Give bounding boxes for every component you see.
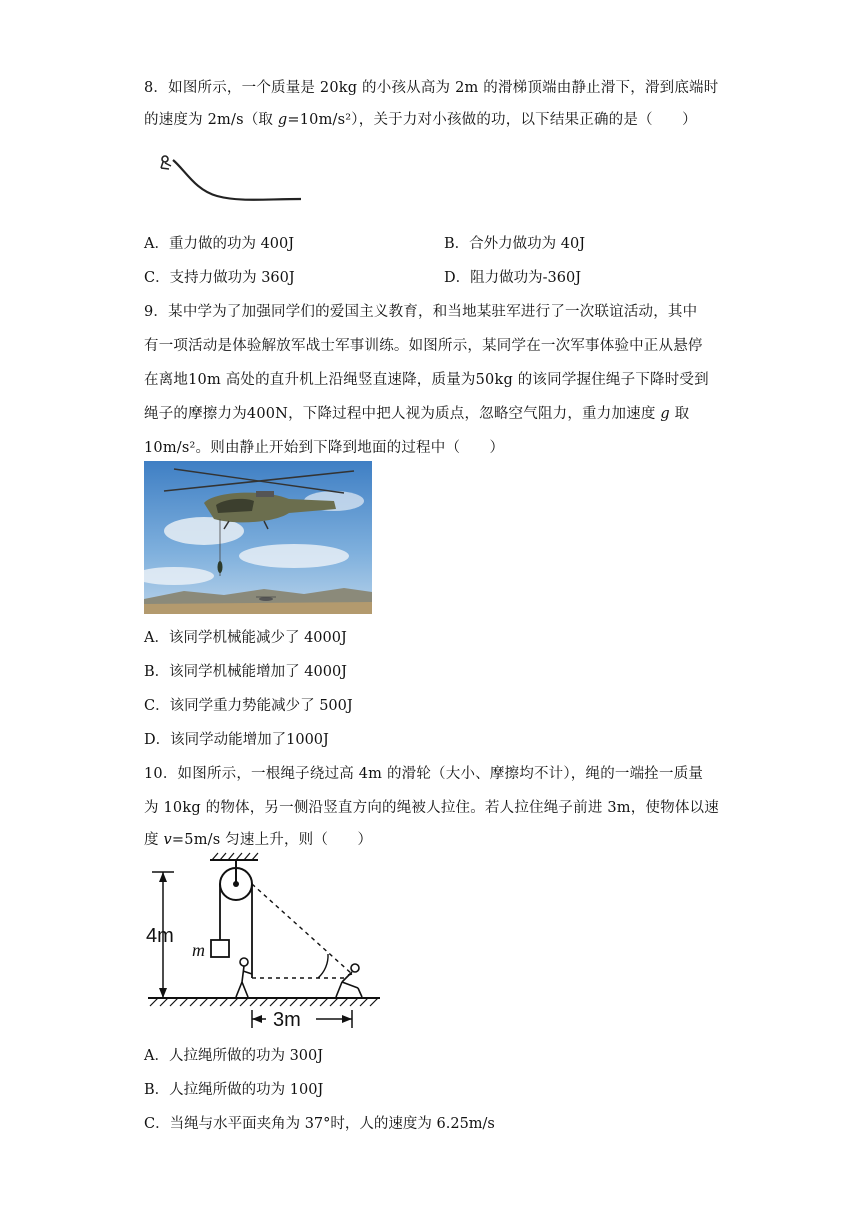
q8-option-d[interactable]: D．阻力做功为-360J <box>444 270 582 286</box>
q9-stem-line-3: 在离地10m 高处的直升机上沿绳竖直速降，质量为50kg 的该同学握住绳子下降时受到 <box>144 372 709 388</box>
q10-stem-line-2: 为 10kg 的物体，另一侧沿竖直方向的绳被人拉住。若人拉住绳子前进 3m，使物体以速 <box>144 800 719 816</box>
q8-slide-figure <box>155 150 305 206</box>
q10-stem-line-3 <box>144 828 372 849</box>
q8-option-a[interactable]: A．重力做的功为 400J <box>144 236 295 252</box>
q9-stem-part: 绳子的摩擦力为400N，下降过程中把人视为质点，忽略空气阻力，重力加速度 <box>144 406 661 422</box>
mass-label: m <box>192 940 205 960</box>
q8-stem-part: 的速度为 2m/s（取 <box>144 112 278 128</box>
q10-v-symbol: v <box>163 832 172 848</box>
q9-stem-line-2: 有一项活动是体验解放军战士军事训练。如图所示，某同学在一次军事体验中正从悬停 <box>144 338 703 354</box>
q10-option-a[interactable]: A．人拉绳所做的功为 300J <box>144 1048 324 1064</box>
q9-g-symbol: g <box>660 406 670 422</box>
distance-label: 3m <box>273 1009 301 1031</box>
q10-option-c[interactable]: C．当绳与水平面夹角为 37°时，人的速度为 6.25m/s <box>144 1116 495 1132</box>
q8-stem-part: =10m/s²），关于力对小孩做的功，以下结果正确的是（ ） <box>287 112 697 128</box>
q9-stem-line-5: 10m/s²。则由静止开始到下降到地面的过程中（ ） <box>144 440 505 456</box>
pulley-figure <box>140 850 390 1035</box>
helicopter-photo <box>144 461 372 614</box>
q9-option-a[interactable]: A．该同学机械能减少了 4000J <box>144 630 347 646</box>
q9-stem-part: 取 <box>669 406 690 422</box>
q8-option-b[interactable]: B．合外力做功为 40J <box>444 236 586 252</box>
q9-stem-line-1: 9．某中学为了加强同学们的爱国主义教育，和当地某驻军进行了一次联谊活动，其中 <box>144 304 698 320</box>
q9-option-c[interactable]: C．该同学重力势能减少了 500J <box>144 698 353 714</box>
q10-stem-line-1: 10．如图所示，一根绳子绕过高 4m 的滑轮（大小、摩擦均不计），绳的一端拴一质量 <box>144 766 704 782</box>
q10-stem-part: =5m/s 匀速上升，则（ ） <box>171 832 373 848</box>
q8-stem-line-2 <box>144 108 697 129</box>
q10-stem-part: 度 <box>144 832 164 848</box>
q10-option-b[interactable]: B．人拉绳所做的功为 100J <box>144 1082 324 1098</box>
q9-option-b[interactable]: B．该同学机械能增加了 4000J <box>144 664 347 680</box>
q8-stem-line-1: 8．如图所示，一个质量是 20kg 的小孩从高为 2m 的滑梯顶端由静止滑下，滑到底端时 <box>144 80 719 96</box>
height-label: 4m <box>146 925 174 947</box>
q8-g-symbol: g <box>277 112 288 128</box>
q8-option-c[interactable]: C．支持力做功为 360J <box>144 270 295 286</box>
q9-option-d[interactable]: D．该同学动能增加了1000J <box>144 732 329 748</box>
q9-stem-line-4 <box>144 402 689 423</box>
